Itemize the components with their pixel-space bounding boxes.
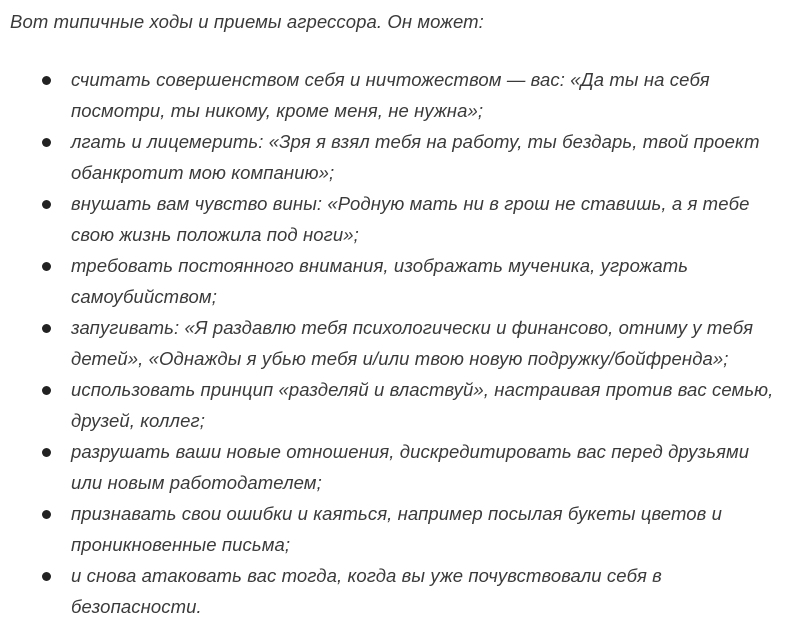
list-item-text: или новым работодателем; [71,472,322,493]
list-item-text: использовать принцип «разделяй и властвуй», настраивая против вас семью, [71,379,774,400]
intro-paragraph: Вот типичные ходы и приемы агрессора. Он может: [10,11,484,32]
list-item-text: требовать постоянного внимания, изображать мученика, угрожать [71,255,689,276]
list-item [10,312,791,374]
list-item [10,188,791,250]
tactics-list [10,64,793,622]
bullet-icon [42,138,51,147]
list-item-text: безопасности. [71,596,202,617]
list-item [10,560,791,622]
bullet-icon [42,386,51,395]
list-item [10,250,791,312]
list-item [10,374,791,436]
list-item-text: и снова атаковать вас тогда, когда вы уже почувствовали себя в [71,565,662,586]
list-item-text: считать совершенством себя и ничтожеством — вас: «Да ты на себя [71,69,710,90]
list-item-text: посмотри, ты никому, кроме меня, не нужна»; [71,100,484,121]
bullet-icon [42,324,51,333]
list-item [10,436,791,498]
bullet-icon [42,200,51,209]
list-item-text: самоубийством; [71,286,217,307]
list-item-text: запугивать: «Я раздавлю тебя психологически и финансово, отниму у тебя [71,317,754,338]
list-item-text: внушать вам чувство вины: «Родную мать ни в грош не ставишь, а я тебе [71,193,750,214]
bullet-icon [42,510,51,519]
list-item-text: признавать свои ошибки и каяться, например посылая букеты цветов и [71,503,723,524]
list-item-text: детей», «Однажды я убью тебя и/или твою новую подружку/бойфренда»; [71,348,729,369]
bullet-icon [42,76,51,85]
list-item-text: друзей, коллег; [71,410,205,431]
list-item-text: обанкротит мою компанию»; [71,162,335,183]
list-item [10,126,791,188]
list-item-text: проникновенные письма; [71,534,291,555]
list-item [10,498,791,560]
bullet-icon [42,262,51,271]
bullet-icon [42,448,51,457]
list-item-text: свою жизнь положила под ноги»; [71,224,359,245]
list-item-text: разрушать ваши новые отношения, дискредитировать вас перед друзьями [71,441,750,462]
list-item [10,64,791,126]
bullet-icon [42,572,51,581]
list-item-text: лгать и лицемерить: «Зря я взял тебя на работу, ты бездарь, твой проект [71,131,760,152]
